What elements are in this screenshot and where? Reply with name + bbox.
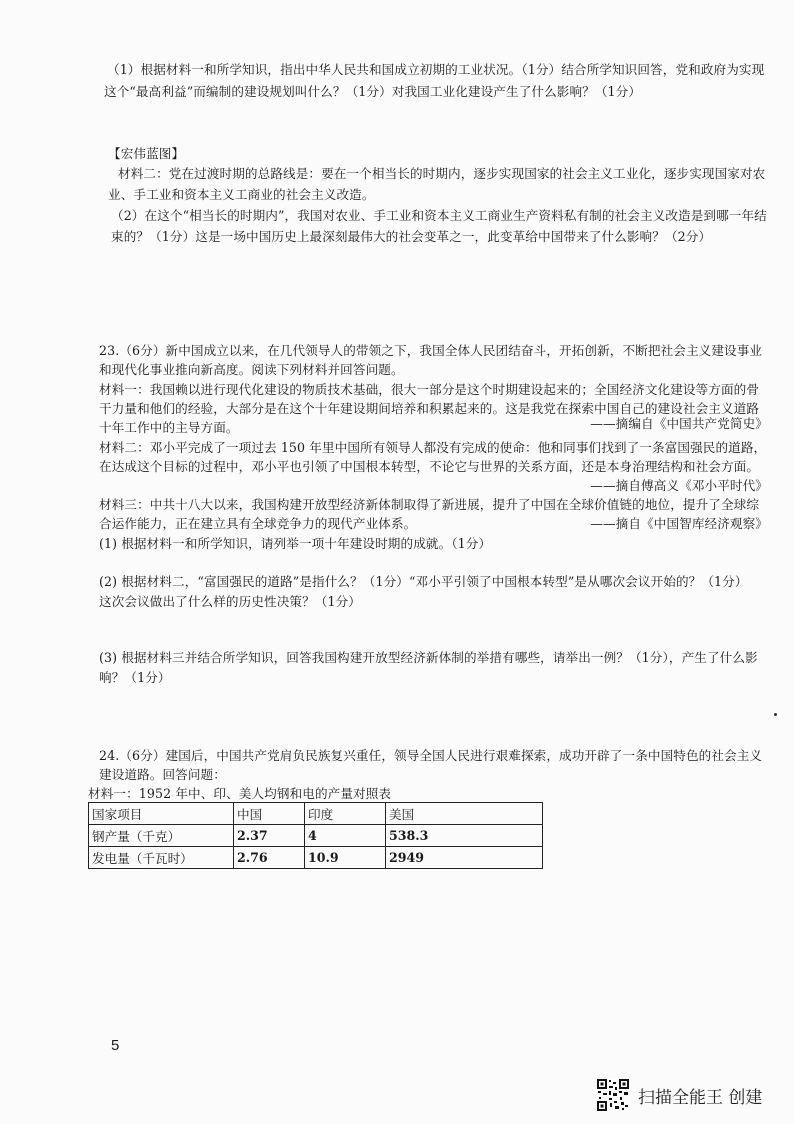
page-number: 5	[111, 1037, 120, 1054]
table-cell: 10.9	[305, 847, 386, 869]
q23-sub2-line2: 这次会议做出了什么样的历史性决策？（1分）	[99, 594, 361, 609]
table-header-row	[89, 803, 543, 825]
q24-intro-line2: 建设道路。回答问题：	[99, 767, 226, 782]
q24-intro-line1: 24.（6分）建国后，中国共产党肩负民族复兴重任，领导全国人民进行艰难探索，成功开辟了一条中国特色的社会主义	[99, 748, 763, 763]
table-cell: 4	[305, 825, 386, 847]
table-cell: 2949	[386, 847, 543, 869]
q22-sub1-line1: （1）根据材料一和所学知识，指出中华人民共和国成立初期的工业状况。（1分）结合所学知识回答，党和政府为实现	[107, 62, 765, 77]
table-cell: 2.76	[234, 847, 305, 869]
q23-sub3-line1: (3) 根据材料三并结合所学知识，回答我国构建开放型经济新体制的举措有哪些，请举出一例？（1分），产生了什么影	[99, 650, 758, 665]
q24-table-caption: 材料一：1952 年中、印、美人均钢和电的产量对照表	[88, 786, 392, 801]
table-header-cell: 美国	[386, 803, 543, 825]
table-header-cell: 中国	[234, 803, 305, 825]
q23-sub3-line2: 响？（1分）	[99, 670, 171, 685]
q23-material2-source: ——摘自傅高义《邓小平时代》	[590, 478, 768, 493]
q23-material2-line1: 材料二：邓小平完成了一项过去 150 年里中国所有领导人都没有完成的使命：他和同事们找到了一条富国强民的道路，	[99, 440, 767, 455]
table-row	[89, 847, 543, 869]
scan-speck	[774, 713, 777, 716]
table-cell: 发电量（千瓦时）	[89, 847, 234, 869]
q22-sub2-line2: 束的？（1分）这是一场中国历史上最深刻最伟大的社会变革之一，此变革给中国带来了什么影响？（2分）	[111, 229, 712, 244]
q23-material1-line1: 材料一：我国赖以进行现代化建设的物质技术基础，很大一部分是这个时期建设起来的；全国经济文化建设等方面的骨	[99, 382, 760, 397]
table-cell: 538.3	[386, 825, 543, 847]
q22-sub1-line2: 这个“最高利益”而编制的建设规划叫什么？（1分）对我国工业化建设产生了什么影响？（1分）	[104, 84, 642, 99]
q23-material2-line2: 在达成这个目标的过程中，邓小平也引领了中国根本转型，不论它与世界的关系方面，还是本身治理结构和社会方面。	[99, 459, 760, 474]
q23-intro-line2: 和现代化事业推向新高度。阅读下列材料并回答问题。	[99, 362, 404, 377]
q23-material1-line3: 十年工作中的主导方面。	[99, 420, 239, 435]
table-cell: 2.37	[234, 825, 305, 847]
q22-material2-line1: 材料二：党在过渡时期的总路线是：要在一个相当长的时期内，逐步实现国家的社会主义工业化，逐步实现国家对农	[118, 166, 766, 181]
q23-material3-source: ——摘自《中国智库经济观察》	[590, 516, 768, 531]
q23-material1-line2: 干力量和他们的经验，大部分是在这个十年建设期间培养和积累起来的。这是我党在探索中国自己的建设社会主义道路	[99, 401, 760, 416]
q23-material3-line1: 材料三：中共十八大以来，我国构建开放型经济新体制取得了新进展，提升了中国在全球价值链的地位，提升了全球综	[99, 497, 760, 512]
q23-material1-source: ——摘编自《中国共产党简史》	[590, 416, 768, 431]
q22-sub2-line1: （2）在这个“相当长的时期内”，我国对农业、手工业和资本主义工商业生产资料私有制的社会主义改造是到哪一年结	[111, 208, 767, 223]
q22-material2-line2: 业、手工业和资本主义工商业的社会主义改造。	[108, 187, 375, 202]
production-comparison-table	[88, 802, 543, 869]
table-cell: 钢产量（千克）	[89, 825, 234, 847]
scanner-watermark: 扫描全能王 创建	[638, 1088, 763, 1108]
table-row	[89, 825, 543, 847]
qr-code-icon	[596, 1078, 630, 1112]
q23-sub1: (1) 根据材料一和所学知识，请列举一项十年建设时期的成就。（1分）	[99, 536, 492, 551]
q23-intro-line1: 23.（6分）新中国成立以来，在几代领导人的带领之下，我国全体人民团结奋斗，开拓创新，不断把社会主义建设事业	[99, 343, 763, 358]
q23-material3-line2: 合运作能力，正在建立具有全球竞争力的现代产业体系。	[99, 516, 417, 531]
table-header-cell: 国家项目	[89, 803, 234, 825]
q23-sub2-line1: (2) 根据材料二，“富国强民的道路”是指什么？（1分）“邓小平引领了中国根本转型”是从哪次会议开始的？（1分）	[99, 574, 748, 589]
section-title: 【宏伟蓝图】	[108, 146, 185, 161]
table-header-cell: 印度	[305, 803, 386, 825]
